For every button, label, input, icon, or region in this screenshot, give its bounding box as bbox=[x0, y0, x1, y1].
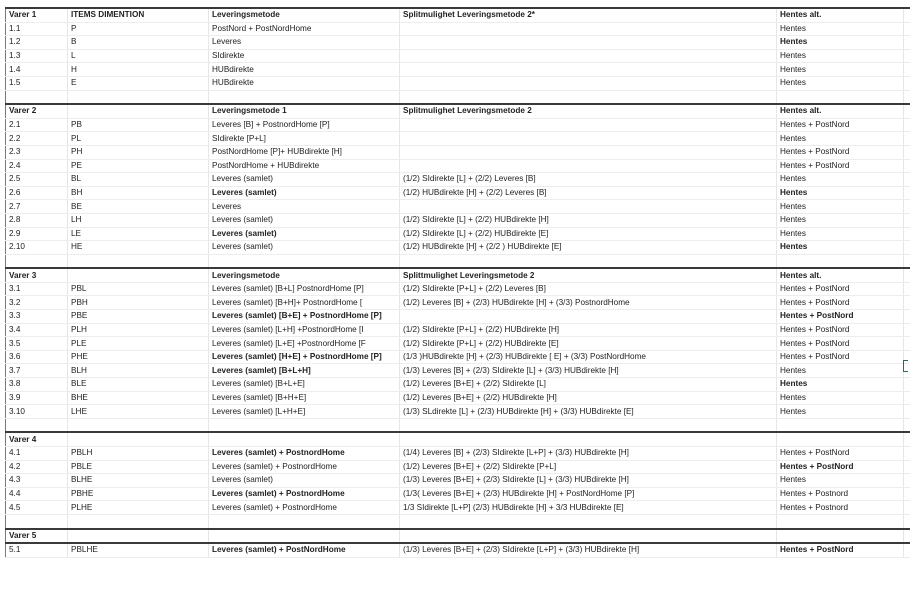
cell-pickup-alternative[interactable] bbox=[777, 432, 904, 446]
cell-varer-id[interactable]: Varer 2 bbox=[6, 104, 68, 118]
cell-item-dimension[interactable]: BHE bbox=[68, 391, 209, 405]
table-row bbox=[6, 36, 910, 50]
cell-extra[interactable] bbox=[904, 104, 910, 118]
cell-extra[interactable] bbox=[904, 173, 910, 187]
cell-split-delivery-method[interactable] bbox=[400, 132, 777, 146]
cell-split-delivery-method[interactable] bbox=[400, 36, 777, 50]
cell-extra[interactable] bbox=[904, 22, 910, 36]
cell-pickup-alternative[interactable]: Hentes + PostNord bbox=[777, 296, 904, 310]
cell-extra[interactable] bbox=[904, 186, 910, 200]
cell-delivery-method[interactable] bbox=[209, 432, 400, 446]
cell-varer-id[interactable]: 2.7 bbox=[6, 200, 68, 214]
cell-delivery-method[interactable]: Leveres (samlet) [L+E] +PostnordHome [F bbox=[209, 337, 400, 351]
cell-split-delivery-method[interactable] bbox=[400, 63, 777, 77]
cell-extra[interactable] bbox=[904, 241, 910, 255]
cell-delivery-method[interactable] bbox=[209, 418, 400, 432]
cell-extra[interactable] bbox=[904, 118, 910, 132]
cell-split-delivery-method[interactable] bbox=[400, 200, 777, 214]
cell-delivery-method[interactable]: Leveres (samlet) + PostNordHome bbox=[209, 543, 400, 557]
cell-delivery-method[interactable]: HUBdirekte bbox=[209, 63, 400, 77]
cell-extra[interactable] bbox=[904, 213, 910, 227]
cell-delivery-method[interactable]: Leveres bbox=[209, 36, 400, 50]
table-row bbox=[6, 186, 910, 200]
cell-pickup-alternative[interactable]: Hentes bbox=[777, 391, 904, 405]
table-row bbox=[6, 474, 910, 488]
cell-varer-id[interactable]: Varer 4 bbox=[6, 432, 68, 446]
table-row bbox=[6, 405, 910, 419]
cell-delivery-method[interactable]: HUBdirekte bbox=[209, 76, 400, 90]
cell-varer-id[interactable]: 3.1 bbox=[6, 282, 68, 296]
cell-varer-id[interactable]: 1.4 bbox=[6, 63, 68, 77]
cell-extra[interactable] bbox=[904, 76, 910, 90]
cell-item-dimension[interactable]: LH bbox=[68, 213, 209, 227]
cell-pickup-alternative[interactable]: Hentes alt. bbox=[777, 268, 904, 282]
cell-split-delivery-method[interactable]: (1/2) SIdirekte [P+L] + (2/2) HUBdirekte [E] bbox=[400, 337, 777, 351]
cell-split-delivery-method[interactable] bbox=[400, 22, 777, 36]
cell-delivery-method[interactable]: PostNordHome [P]+ HUBdirekte [H] bbox=[209, 145, 400, 159]
table-row bbox=[6, 543, 910, 557]
cell-item-dimension[interactable] bbox=[68, 514, 209, 528]
cell-item-dimension[interactable]: PBE bbox=[68, 310, 209, 324]
cell-item-dimension[interactable] bbox=[68, 104, 209, 118]
cell-extra[interactable] bbox=[904, 391, 910, 405]
cell-delivery-method[interactable]: PostNord + PostNordHome bbox=[209, 22, 400, 36]
section-header-row bbox=[6, 104, 910, 118]
cell-varer-id[interactable]: 4.1 bbox=[6, 447, 68, 461]
table-row bbox=[6, 460, 910, 474]
cell-delivery-method[interactable]: Leveres [B] + PostnordHome [P] bbox=[209, 118, 400, 132]
cell-pickup-alternative[interactable]: Hentes bbox=[777, 474, 904, 488]
table-row bbox=[6, 391, 910, 405]
cell-pickup-alternative[interactable]: Hentes alt. bbox=[777, 104, 904, 118]
cell-item-dimension[interactable]: BL bbox=[68, 173, 209, 187]
cell-item-dimension[interactable]: B bbox=[68, 36, 209, 50]
table-row bbox=[6, 63, 910, 77]
cell-item-dimension[interactable]: E bbox=[68, 76, 209, 90]
cell-split-delivery-method[interactable]: (1/3 )HUBdirekte [H] + (2/3) HUBdirekte [ E] + (3/3) PostNordHome bbox=[400, 350, 777, 364]
cell-split-delivery-method[interactable]: (1/3( Leveres [B+E] + (2/3) HUBdirekte [H] + PostNordHome [P] bbox=[400, 487, 777, 501]
cell-extra[interactable] bbox=[904, 145, 910, 159]
cell-item-dimension[interactable]: PBLH bbox=[68, 447, 209, 461]
cell-varer-id[interactable] bbox=[6, 90, 68, 104]
cell-split-delivery-method[interactable]: Splitmulighet Leveringsmetode 2 bbox=[400, 104, 777, 118]
table-row bbox=[6, 487, 910, 501]
cell-pickup-alternative[interactable] bbox=[777, 254, 904, 268]
table-row bbox=[6, 378, 910, 392]
cell-varer-id[interactable] bbox=[6, 254, 68, 268]
cell-varer-id[interactable]: 3.6 bbox=[6, 350, 68, 364]
cell-item-dimension[interactable]: PLE bbox=[68, 337, 209, 351]
cell-pickup-alternative[interactable]: Hentes + PostNord bbox=[777, 350, 904, 364]
cell-item-dimension[interactable]: LE bbox=[68, 227, 209, 241]
cell-extra[interactable] bbox=[904, 159, 910, 173]
cell-varer-id[interactable]: Varer 1 bbox=[6, 8, 68, 22]
cell-item-dimension[interactable]: P bbox=[68, 22, 209, 36]
cell-split-delivery-method[interactable] bbox=[400, 118, 777, 132]
table-row bbox=[6, 49, 910, 63]
cell-pickup-alternative[interactable]: Hentes bbox=[777, 378, 904, 392]
cell-delivery-method[interactable]: Leveres (samlet) bbox=[209, 474, 400, 488]
cell-extra[interactable] bbox=[904, 90, 910, 104]
table-row bbox=[6, 145, 910, 159]
cell-pickup-alternative[interactable]: Hentes + PostNord bbox=[777, 447, 904, 461]
cell-item-dimension[interactable] bbox=[68, 529, 209, 544]
cell-item-dimension[interactable]: PBHE bbox=[68, 487, 209, 501]
spreadsheet bbox=[5, 7, 910, 558]
cell-split-delivery-method[interactable]: (1/3) Leveres [B+E] + (2/3) SIdirekte [L+P] + (3/3) HUBdirekte [H] bbox=[400, 543, 777, 557]
cell-varer-id[interactable]: Varer 3 bbox=[6, 268, 68, 282]
cell-delivery-method[interactable]: SIdirekte bbox=[209, 49, 400, 63]
cell-varer-id[interactable]: 1.3 bbox=[6, 49, 68, 63]
table-row bbox=[6, 310, 910, 324]
cell-pickup-alternative[interactable]: Hentes bbox=[777, 186, 904, 200]
cell-item-dimension[interactable]: BH bbox=[68, 186, 209, 200]
cell-item-dimension[interactable]: ITEMS DIMENTION bbox=[68, 8, 209, 22]
cell-item-dimension[interactable]: PBLHE bbox=[68, 543, 209, 557]
section-header-row bbox=[6, 268, 910, 282]
cell-extra[interactable] bbox=[904, 63, 910, 77]
cell-split-delivery-method[interactable]: (1/2) HUBdirekte [H] + (2/2) Leveres [B] bbox=[400, 186, 777, 200]
cell-delivery-method[interactable] bbox=[209, 90, 400, 104]
cell-varer-id[interactable]: 1.2 bbox=[6, 36, 68, 50]
cell-pickup-alternative[interactable]: Hentes bbox=[777, 241, 904, 255]
cell-varer-id[interactable]: 3.9 bbox=[6, 391, 68, 405]
cell-split-delivery-method[interactable]: (1/2) Leveres [B+E] + (2/2) SIdirekte [L] bbox=[400, 378, 777, 392]
cell-varer-id[interactable]: 3.4 bbox=[6, 323, 68, 337]
cell-pickup-alternative[interactable]: Hentes bbox=[777, 76, 904, 90]
cell-extra[interactable] bbox=[904, 487, 910, 501]
cell-delivery-method[interactable]: Leveres (samlet) bbox=[209, 186, 400, 200]
section-header-row bbox=[6, 8, 910, 22]
cell-pickup-alternative[interactable] bbox=[777, 529, 904, 544]
cell-pickup-alternative[interactable]: Hentes bbox=[777, 36, 904, 50]
cell-varer-id[interactable]: 4.2 bbox=[6, 460, 68, 474]
cell-extra[interactable] bbox=[904, 432, 910, 446]
spacer-row bbox=[6, 418, 910, 432]
cell-item-dimension[interactable]: PHE bbox=[68, 350, 209, 364]
cell-varer-id[interactable]: 5.1 bbox=[6, 543, 68, 557]
cell-item-dimension[interactable]: BLH bbox=[68, 364, 209, 378]
table-row bbox=[6, 350, 910, 364]
cell-extra[interactable] bbox=[904, 254, 910, 268]
cell-varer-id[interactable]: 4.4 bbox=[6, 487, 68, 501]
table-row bbox=[6, 227, 910, 241]
cell-split-delivery-method[interactable]: (1/2) Leveres [B] + (2/3) HUBdirekte [H] + (3/3) PostnordHome bbox=[400, 296, 777, 310]
cell-split-delivery-method[interactable]: (1/2) SIdirekte [P+L] + (2/2) HUBdirekte [H] bbox=[400, 323, 777, 337]
table-row bbox=[6, 22, 910, 36]
cell-split-delivery-method[interactable]: (1/2) Leveres [B+E] + (2/2) HUBdirekte [H] bbox=[400, 391, 777, 405]
cell-item-dimension[interactable] bbox=[68, 418, 209, 432]
cell-item-dimension[interactable]: PL bbox=[68, 132, 209, 146]
cell-extra[interactable] bbox=[904, 378, 910, 392]
cell-varer-id[interactable]: 3.3 bbox=[6, 310, 68, 324]
cell-extra[interactable] bbox=[904, 296, 910, 310]
cell-item-dimension[interactable] bbox=[68, 90, 209, 104]
cell-selection-marker[interactable] bbox=[903, 360, 908, 372]
cell-pickup-alternative[interactable]: Hentes bbox=[777, 22, 904, 36]
cell-extra[interactable] bbox=[904, 132, 910, 146]
cell-split-delivery-method[interactable] bbox=[400, 310, 777, 324]
cell-item-dimension[interactable]: PE bbox=[68, 159, 209, 173]
cell-delivery-method[interactable]: Leveres (samlet) bbox=[209, 173, 400, 187]
cell-varer-id[interactable]: 2.1 bbox=[6, 118, 68, 132]
cell-item-dimension[interactable] bbox=[68, 254, 209, 268]
cell-pickup-alternative[interactable]: Hentes + PostNord bbox=[777, 337, 904, 351]
cell-split-delivery-method[interactable] bbox=[400, 418, 777, 432]
cell-split-delivery-method[interactable]: (1/4) Leveres [B] + (2/3) SIdirekte [L+P] + (3/3) HUBdirekte [H] bbox=[400, 447, 777, 461]
cell-varer-id[interactable]: 4.5 bbox=[6, 501, 68, 515]
table-row bbox=[6, 118, 910, 132]
table-row bbox=[6, 364, 910, 378]
cell-pickup-alternative[interactable]: Hentes bbox=[777, 405, 904, 419]
cell-extra[interactable] bbox=[904, 36, 910, 50]
cell-split-delivery-method[interactable]: (1/2) SIdirekte [P+L] + (2/2) Leveres [B] bbox=[400, 282, 777, 296]
cell-varer-id[interactable]: 2.3 bbox=[6, 145, 68, 159]
cell-extra[interactable] bbox=[904, 282, 910, 296]
cell-extra[interactable] bbox=[904, 227, 910, 241]
cell-split-delivery-method[interactable] bbox=[400, 49, 777, 63]
spacer-row bbox=[6, 254, 910, 268]
cell-item-dimension[interactable] bbox=[68, 268, 209, 282]
cell-pickup-alternative[interactable]: Hentes bbox=[777, 63, 904, 77]
cell-split-delivery-method[interactable]: (1/3) Leveres [B+E] + (2/3) SIdirekte [L] + (3/3) HUBdirekte [H] bbox=[400, 474, 777, 488]
cell-split-delivery-method[interactable] bbox=[400, 145, 777, 159]
cell-extra[interactable] bbox=[904, 474, 910, 488]
cell-split-delivery-method[interactable]: (1/2) Leveres [B+E] + (2/2) SIdirekte [P+L] bbox=[400, 460, 777, 474]
cell-delivery-method[interactable]: Leveres (samlet) [L+H+E] bbox=[209, 405, 400, 419]
table-row bbox=[6, 132, 910, 146]
cell-split-delivery-method[interactable] bbox=[400, 514, 777, 528]
cell-delivery-method[interactable]: Leveres (samlet) [H+E] + PostnordHome [P] bbox=[209, 350, 400, 364]
cell-extra[interactable] bbox=[904, 323, 910, 337]
cell-varer-id[interactable]: 3.10 bbox=[6, 405, 68, 419]
cell-delivery-method[interactable]: Leveres (samlet) bbox=[209, 227, 400, 241]
cell-split-delivery-method[interactable] bbox=[400, 529, 777, 544]
cell-pickup-alternative[interactable]: Hentes bbox=[777, 364, 904, 378]
cell-delivery-method[interactable]: Leveres (samlet) + PostnordHome bbox=[209, 460, 400, 474]
cell-delivery-method[interactable] bbox=[209, 254, 400, 268]
cell-split-delivery-method[interactable]: (1/2) SIdirekte [L] + (2/2) HUBdirekte [H] bbox=[400, 213, 777, 227]
cell-pickup-alternative[interactable]: Hentes bbox=[777, 200, 904, 214]
cell-item-dimension[interactable]: L bbox=[68, 49, 209, 63]
table-row bbox=[6, 323, 910, 337]
cell-delivery-method[interactable]: Leveringsmetode bbox=[209, 8, 400, 22]
table-row bbox=[6, 241, 910, 255]
cell-delivery-method[interactable]: Leveres (samlet) [B+H+E] bbox=[209, 391, 400, 405]
table-row bbox=[6, 76, 910, 90]
cell-pickup-alternative[interactable]: Hentes + Postnord bbox=[777, 501, 904, 515]
cell-item-dimension[interactable] bbox=[68, 432, 209, 446]
cell-extra[interactable] bbox=[904, 460, 910, 474]
cell-delivery-method[interactable]: Leveres (samlet) [B+H]+ PostnordHome [ bbox=[209, 296, 400, 310]
cell-pickup-alternative[interactable]: Hentes + PostNord bbox=[777, 310, 904, 324]
cell-pickup-alternative[interactable]: Hentes + PostNord bbox=[777, 159, 904, 173]
cell-extra[interactable] bbox=[904, 418, 910, 432]
cell-delivery-method[interactable]: Leveres (samlet) [B+L+H] bbox=[209, 364, 400, 378]
cell-split-delivery-method[interactable]: Splitmulighet Leveringsmetode 2* bbox=[400, 8, 777, 22]
cell-varer-id[interactable] bbox=[6, 418, 68, 432]
cell-delivery-method[interactable] bbox=[209, 514, 400, 528]
section-header-row bbox=[6, 432, 910, 446]
cell-extra[interactable] bbox=[904, 543, 910, 557]
cell-extra[interactable] bbox=[904, 200, 910, 214]
cell-varer-id[interactable]: 4.3 bbox=[6, 474, 68, 488]
cell-varer-id[interactable]: 3.8 bbox=[6, 378, 68, 392]
cell-delivery-method[interactable]: Leveres (samlet) bbox=[209, 241, 400, 255]
cell-pickup-alternative[interactable] bbox=[777, 418, 904, 432]
delivery-methods-table bbox=[5, 7, 910, 558]
cell-varer-id[interactable]: 3.7 bbox=[6, 364, 68, 378]
cell-varer-id[interactable]: 2.10 bbox=[6, 241, 68, 255]
cell-item-dimension[interactable]: PLHE bbox=[68, 501, 209, 515]
cell-split-delivery-method[interactable] bbox=[400, 90, 777, 104]
cell-item-dimension[interactable]: HE bbox=[68, 241, 209, 255]
cell-delivery-method[interactable]: SIdirekte [P+L] bbox=[209, 132, 400, 146]
cell-pickup-alternative[interactable]: Hentes + PostNord bbox=[777, 460, 904, 474]
cell-extra[interactable] bbox=[904, 405, 910, 419]
table-row bbox=[6, 213, 910, 227]
table-row bbox=[6, 337, 910, 351]
cell-delivery-method[interactable]: Leveres (samlet) [L+H] +PostnordHome [I bbox=[209, 323, 400, 337]
cell-extra[interactable] bbox=[904, 514, 910, 528]
cell-varer-id[interactable]: 2.8 bbox=[6, 213, 68, 227]
cell-pickup-alternative[interactable]: Hentes bbox=[777, 49, 904, 63]
cell-extra[interactable] bbox=[904, 8, 910, 22]
table-row bbox=[6, 200, 910, 214]
cell-extra[interactable] bbox=[904, 310, 910, 324]
cell-delivery-method[interactable] bbox=[209, 529, 400, 544]
table-row bbox=[6, 159, 910, 173]
cell-delivery-method[interactable]: PostNordHome + HUBdirekte bbox=[209, 159, 400, 173]
table-row bbox=[6, 296, 910, 310]
cell-split-delivery-method[interactable]: Splittmulighet Leveringsmetode 2 bbox=[400, 268, 777, 282]
cell-pickup-alternative[interactable] bbox=[777, 90, 904, 104]
cell-item-dimension[interactable]: PH bbox=[68, 145, 209, 159]
table-row bbox=[6, 447, 910, 461]
cell-pickup-alternative[interactable]: Hentes bbox=[777, 227, 904, 241]
cell-varer-id[interactable]: 1.1 bbox=[6, 22, 68, 36]
cell-varer-id[interactable]: 2.4 bbox=[6, 159, 68, 173]
cell-delivery-method[interactable]: Leveringsmetode bbox=[209, 268, 400, 282]
cell-pickup-alternative[interactable]: Hentes alt. bbox=[777, 8, 904, 22]
cell-delivery-method[interactable]: Leveres bbox=[209, 200, 400, 214]
cell-pickup-alternative[interactable]: Hentes + PostNord bbox=[777, 145, 904, 159]
table-row bbox=[6, 501, 910, 515]
cell-delivery-method[interactable]: Leveres (samlet) [B+L+E] bbox=[209, 378, 400, 392]
cell-pickup-alternative[interactable]: Hentes bbox=[777, 213, 904, 227]
cell-extra[interactable] bbox=[904, 268, 910, 282]
cell-pickup-alternative[interactable] bbox=[777, 514, 904, 528]
cell-delivery-method[interactable]: Leveres (samlet) [B+E] + PostnordHome [P] bbox=[209, 310, 400, 324]
cell-extra[interactable] bbox=[904, 49, 910, 63]
cell-item-dimension[interactable]: BE bbox=[68, 200, 209, 214]
cell-split-delivery-method[interactable]: (1/3) SLdirekte [L] + (2/3) HUBdirekte [H] + (3/3) HUBdirekte [E] bbox=[400, 405, 777, 419]
table-row bbox=[6, 282, 910, 296]
spacer-row bbox=[6, 514, 910, 528]
cell-pickup-alternative[interactable]: Hentes + Postnord bbox=[777, 487, 904, 501]
cell-varer-id[interactable]: 2.6 bbox=[6, 186, 68, 200]
cell-varer-id[interactable]: Varer 5 bbox=[6, 529, 68, 544]
cell-delivery-method[interactable]: Leveres (samlet) bbox=[209, 213, 400, 227]
cell-item-dimension[interactable]: PLH bbox=[68, 323, 209, 337]
cell-item-dimension[interactable]: PB bbox=[68, 118, 209, 132]
table-row bbox=[6, 173, 910, 187]
cell-split-delivery-method[interactable]: (1/3) Leveres [B] + (2/3) SIdirekte [L] + (3/3) HUBdirekte [H] bbox=[400, 364, 777, 378]
cell-varer-id[interactable]: 3.5 bbox=[6, 337, 68, 351]
cell-split-delivery-method[interactable] bbox=[400, 254, 777, 268]
cell-delivery-method[interactable]: Leveres (samlet) + PostnordHome bbox=[209, 501, 400, 515]
cell-varer-id[interactable]: 1.5 bbox=[6, 76, 68, 90]
cell-delivery-method[interactable]: Leveres (samlet) + PostnordHome bbox=[209, 447, 400, 461]
cell-split-delivery-method[interactable]: 1/3 SIdirekte [L+P] (2/3) HUBdirekte [H] + 3/3 HUBdirekte [E] bbox=[400, 501, 777, 515]
cell-split-delivery-method[interactable] bbox=[400, 76, 777, 90]
cell-pickup-alternative[interactable]: Hentes + PostNord bbox=[777, 118, 904, 132]
cell-varer-id[interactable]: 3.2 bbox=[6, 296, 68, 310]
cell-split-delivery-method[interactable] bbox=[400, 432, 777, 446]
cell-split-delivery-method[interactable]: (1/2) SIdirekte [L] + (2/2) Leveres [B] bbox=[400, 173, 777, 187]
cell-split-delivery-method[interactable]: (1/2) HUBdirekte [H] + (2/2 ) HUBdirekte [E] bbox=[400, 241, 777, 255]
cell-item-dimension[interactable]: H bbox=[68, 63, 209, 77]
cell-delivery-method[interactable]: Leveringsmetode 1 bbox=[209, 104, 400, 118]
cell-pickup-alternative[interactable]: Hentes + PostNord bbox=[777, 323, 904, 337]
cell-item-dimension[interactable]: PBL bbox=[68, 282, 209, 296]
cell-extra[interactable] bbox=[904, 529, 910, 544]
cell-delivery-method[interactable]: Leveres (samlet) [B+L] PostnordHome [P] bbox=[209, 282, 400, 296]
cell-item-dimension[interactable]: LHE bbox=[68, 405, 209, 419]
cell-item-dimension[interactable]: BLHE bbox=[68, 474, 209, 488]
cell-extra[interactable] bbox=[904, 337, 910, 351]
cell-varer-id[interactable]: 2.2 bbox=[6, 132, 68, 146]
cell-varer-id[interactable] bbox=[6, 514, 68, 528]
cell-item-dimension[interactable]: PBH bbox=[68, 296, 209, 310]
cell-pickup-alternative[interactable]: Hentes + PostNord bbox=[777, 543, 904, 557]
cell-pickup-alternative[interactable]: Hentes + PostNord bbox=[777, 282, 904, 296]
cell-item-dimension[interactable]: PBLE bbox=[68, 460, 209, 474]
cell-extra[interactable] bbox=[904, 447, 910, 461]
cell-delivery-method[interactable]: Leveres (samlet) + PostnordHome bbox=[209, 487, 400, 501]
cell-pickup-alternative[interactable]: Hentes bbox=[777, 173, 904, 187]
spacer-row bbox=[6, 90, 910, 104]
cell-extra[interactable] bbox=[904, 501, 910, 515]
cell-item-dimension[interactable]: BLE bbox=[68, 378, 209, 392]
section-header-row bbox=[6, 529, 910, 544]
cell-pickup-alternative[interactable]: Hentes bbox=[777, 132, 904, 146]
cell-split-delivery-method[interactable] bbox=[400, 159, 777, 173]
cell-varer-id[interactable]: 2.5 bbox=[6, 173, 68, 187]
cell-split-delivery-method[interactable]: (1/2) SIdirekte [L] + (2/2) HUBdirekte [E] bbox=[400, 227, 777, 241]
cell-varer-id[interactable]: 2.9 bbox=[6, 227, 68, 241]
